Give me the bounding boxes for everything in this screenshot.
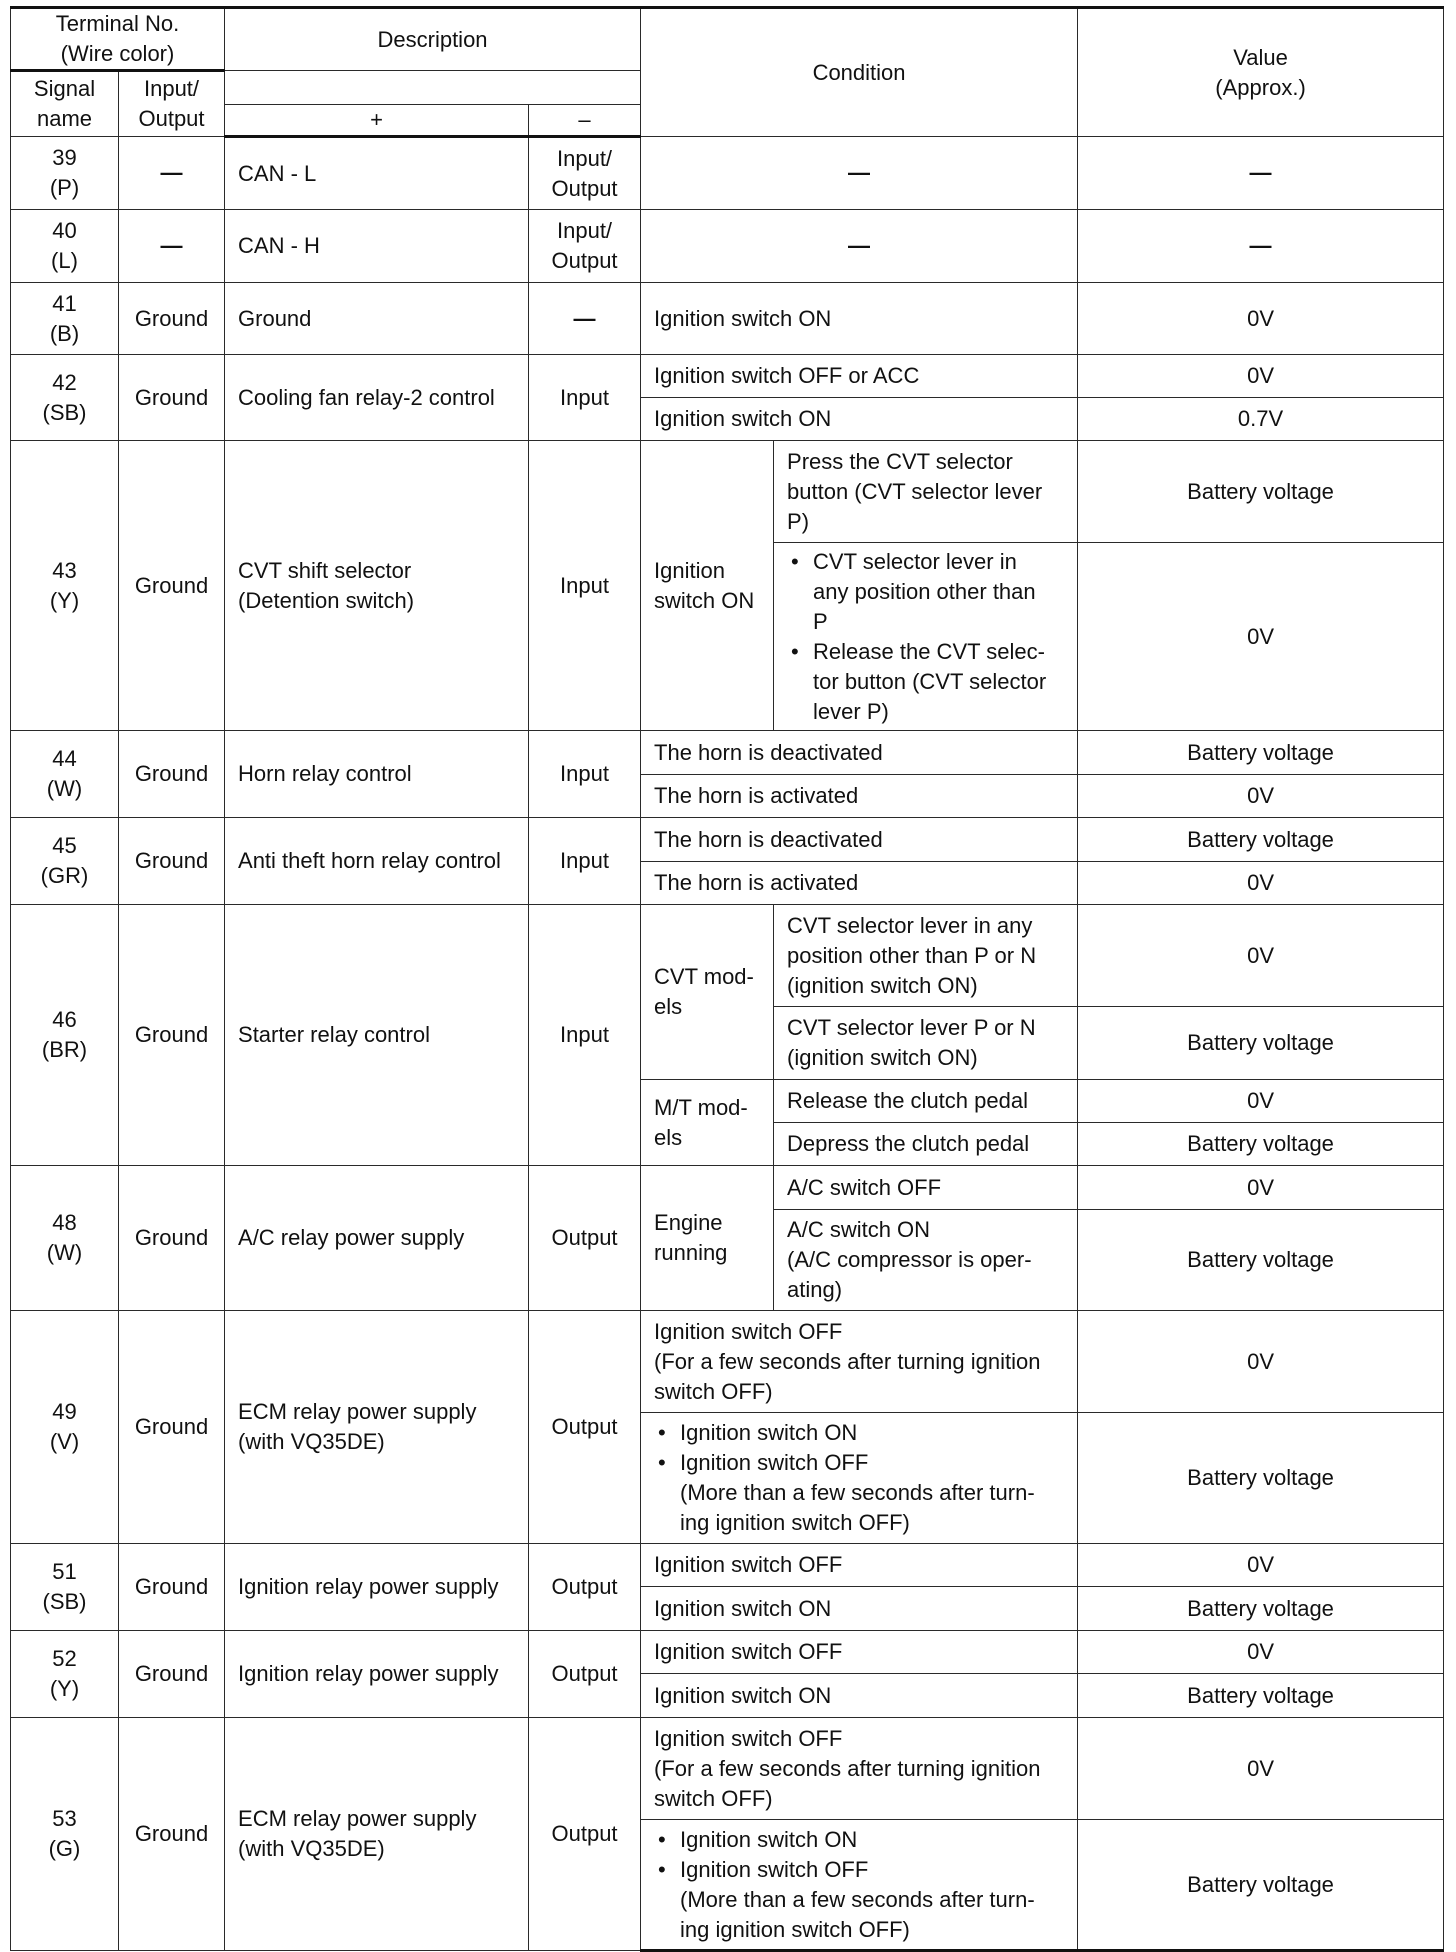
condition-cell: —: [641, 210, 1078, 283]
condition-bullet-list: [654, 1418, 1064, 1538]
value-cell: 0V: [1078, 1718, 1444, 1820]
terminal-cell: 46 (BR): [11, 905, 119, 1166]
condition-bullet-list: [787, 547, 1064, 727]
io-cell: —: [529, 283, 641, 355]
value-cell: Battery voltage: [1078, 1210, 1444, 1311]
condition-cell: Ignition switch OFF (For a few seconds after turning ignition switch OFF): [641, 1311, 1078, 1413]
table-row: [11, 137, 1444, 210]
ground-cell: Ground: [119, 355, 225, 441]
condition-cell: The horn is deactivated: [641, 731, 1078, 775]
io-cell: Output: [529, 1718, 641, 1951]
value-cell: Battery voltage: [1078, 1820, 1444, 1951]
header-value: Value (Approx.): [1078, 8, 1444, 137]
header-condition: Condition: [641, 8, 1078, 137]
header-minus: –: [529, 105, 641, 137]
value-cell: Battery voltage: [1078, 818, 1444, 862]
signal-name-cell: Ground: [225, 283, 529, 355]
header-row-1: [11, 8, 1444, 71]
value-cell: 0V: [1078, 1544, 1444, 1587]
table-row: [11, 731, 1444, 775]
condition-cell: A/C switch OFF: [774, 1166, 1078, 1210]
table-row: [11, 1311, 1444, 1413]
terminal-cell: 49 (V): [11, 1311, 119, 1544]
ground-cell: Ground: [119, 1631, 225, 1718]
value-cell: 0V: [1078, 1311, 1444, 1413]
table-row: [11, 1631, 1444, 1674]
terminal-cell: 40 (L): [11, 210, 119, 283]
ground-cell: Ground: [119, 818, 225, 905]
condition-cell: Ignition switch OFF (For a few seconds after turning ignition switch OFF): [641, 1718, 1078, 1820]
header-input-output: Input/ Output: [119, 71, 225, 137]
io-cell: Input: [529, 818, 641, 905]
header-description: Description: [225, 8, 641, 71]
condition-cell: Ignition switch OFF or ACC: [641, 355, 1078, 398]
value-cell: —: [1078, 210, 1444, 283]
terminal-cell: 41 (B): [11, 283, 119, 355]
table-row: [11, 210, 1444, 283]
condition-cell: CVT selector lever P or N (ignition switch ON): [774, 1007, 1078, 1080]
ground-cell: Ground: [119, 1544, 225, 1631]
value-cell: 0.7V: [1078, 398, 1444, 441]
value-cell: Battery voltage: [1078, 441, 1444, 543]
condition-group-cell: CVT mod- els: [641, 905, 774, 1080]
io-cell: Input: [529, 905, 641, 1166]
condition-cell: The horn is activated: [641, 775, 1078, 818]
value-cell: 0V: [1078, 905, 1444, 1007]
value-cell: 0V: [1078, 543, 1444, 731]
terminal-cell: 51 (SB): [11, 1544, 119, 1631]
table-row: [11, 441, 1444, 543]
condition-cell: Ignition switch OFF: [641, 1631, 1078, 1674]
terminal-cell: 42 (SB): [11, 355, 119, 441]
condition-cell: A/C switch ON (A/C compressor is oper- ating): [774, 1210, 1078, 1311]
io-cell: Output: [529, 1311, 641, 1544]
table-row: [11, 355, 1444, 398]
condition-bullet: • Ignition switch OFF (More than a few seconds after turn- ing ignition switch OFF): [654, 1855, 1064, 1945]
value-cell: 0V: [1078, 355, 1444, 398]
value-cell: 0V: [1078, 775, 1444, 818]
terminal-cell: 53 (G): [11, 1718, 119, 1951]
signal-name-cell: Ignition relay power supply: [225, 1544, 529, 1631]
terminal-cell: 39 (P): [11, 137, 119, 210]
signal-name-cell: ECM relay power supply (with VQ35DE): [225, 1311, 529, 1544]
table-row: [11, 1166, 1444, 1210]
terminal-cell: 43 (Y): [11, 441, 119, 731]
io-cell: Input: [529, 355, 641, 441]
terminal-spec-table: [10, 6, 1444, 1952]
condition-cell: Ignition switch ON: [641, 398, 1078, 441]
signal-name-cell: Ignition relay power supply: [225, 1631, 529, 1718]
ground-cell: Ground: [119, 1166, 225, 1311]
io-cell: Input/ Output: [529, 210, 641, 283]
signal-name-cell: Starter relay control: [225, 905, 529, 1166]
io-cell: Input: [529, 441, 641, 731]
condition-cell: [641, 1820, 1078, 1951]
table-row: [11, 1544, 1444, 1587]
condition-bullet-list: [654, 1825, 1064, 1945]
value-cell: Battery voltage: [1078, 1123, 1444, 1166]
io-cell: Input/ Output: [529, 137, 641, 210]
signal-name-cell: Horn relay control: [225, 731, 529, 818]
ground-cell: Ground: [119, 1718, 225, 1951]
condition-cell: Depress the clutch pedal: [774, 1123, 1078, 1166]
condition-group-cell: Ignition switch ON: [641, 441, 774, 731]
condition-cell: [774, 543, 1078, 731]
condition-group-cell: M/T mod- els: [641, 1080, 774, 1166]
value-cell: Battery voltage: [1078, 1587, 1444, 1631]
io-cell: Input: [529, 731, 641, 818]
condition-cell: Press the CVT selector button (CVT selector lever P): [774, 441, 1078, 543]
value-cell: 0V: [1078, 1631, 1444, 1674]
terminal-cell: 44 (W): [11, 731, 119, 818]
condition-bullet: • Ignition switch OFF (More than a few seconds after turn- ing ignition switch OFF): [654, 1448, 1064, 1538]
ground-cell: Ground: [119, 1311, 225, 1544]
value-cell: Battery voltage: [1078, 1413, 1444, 1544]
condition-group-cell: Engine running: [641, 1166, 774, 1311]
condition-cell: CVT selector lever in any position other than P or N (ignition switch ON): [774, 905, 1078, 1007]
signal-name-cell: CVT shift selector (Detention switch): [225, 441, 529, 731]
condition-bullet: • Ignition switch ON: [654, 1418, 1064, 1448]
condition-cell: The horn is activated: [641, 862, 1078, 905]
condition-cell: The horn is deactivated: [641, 818, 1078, 862]
value-cell: 0V: [1078, 1080, 1444, 1123]
condition-cell: Ignition switch ON: [641, 1674, 1078, 1718]
signal-name-cell: A/C relay power supply: [225, 1166, 529, 1311]
header-signal-name: Signal name: [11, 71, 119, 137]
header-terminal: Terminal No. (Wire color): [11, 8, 225, 71]
io-cell: Output: [529, 1544, 641, 1631]
value-cell: 0V: [1078, 283, 1444, 355]
ground-cell: —: [119, 210, 225, 283]
table-row: [11, 1718, 1444, 1820]
table-row: [11, 283, 1444, 355]
condition-cell: —: [641, 137, 1078, 210]
value-cell: Battery voltage: [1078, 731, 1444, 775]
condition-cell: Ignition switch ON: [641, 1587, 1078, 1631]
condition-cell: Release the clutch pedal: [774, 1080, 1078, 1123]
ground-cell: Ground: [119, 441, 225, 731]
terminal-spec-table-wrapper: [10, 6, 1443, 1952]
value-cell: —: [1078, 137, 1444, 210]
ground-cell: Ground: [119, 731, 225, 818]
header-plus: +: [225, 105, 529, 137]
condition-cell: Ignition switch ON: [641, 283, 1078, 355]
condition-cell: Ignition switch OFF: [641, 1544, 1078, 1587]
ground-cell: Ground: [119, 905, 225, 1166]
signal-name-cell: Cooling fan relay-2 control: [225, 355, 529, 441]
condition-bullet: • CVT selector lever in any position other than P: [787, 547, 1064, 637]
condition-cell: [641, 1413, 1078, 1544]
ground-cell: Ground: [119, 283, 225, 355]
signal-name-cell: CAN - H: [225, 210, 529, 283]
value-cell: Battery voltage: [1078, 1674, 1444, 1718]
ground-cell: —: [119, 137, 225, 210]
terminal-cell: 52 (Y): [11, 1631, 119, 1718]
condition-bullet: • Release the CVT selec- tor button (CVT selector lever P): [787, 637, 1064, 727]
table-row: [11, 818, 1444, 862]
value-cell: 0V: [1078, 1166, 1444, 1210]
table-row: [11, 905, 1444, 1007]
signal-name-cell: Anti theft horn relay control: [225, 818, 529, 905]
io-cell: Output: [529, 1166, 641, 1311]
value-cell: Battery voltage: [1078, 1007, 1444, 1080]
io-cell: Output: [529, 1631, 641, 1718]
signal-name-cell: ECM relay power supply (with VQ35DE): [225, 1718, 529, 1951]
condition-bullet: • Ignition switch ON: [654, 1825, 1064, 1855]
signal-name-cell: CAN - L: [225, 137, 529, 210]
value-cell: 0V: [1078, 862, 1444, 905]
terminal-cell: 48 (W): [11, 1166, 119, 1311]
terminal-cell: 45 (GR): [11, 818, 119, 905]
